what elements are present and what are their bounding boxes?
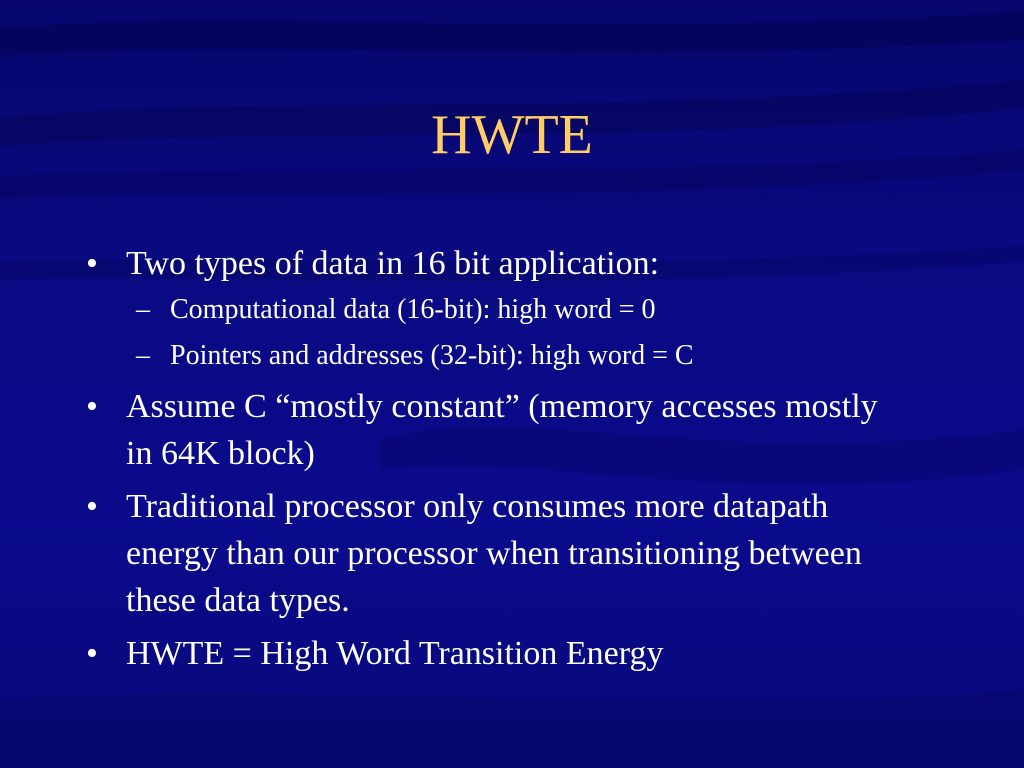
bullet-icon: • — [86, 635, 98, 672]
bullet-item — [84, 630, 904, 677]
sub-bullet-list — [84, 287, 904, 379]
bullet-icon: • — [86, 245, 98, 282]
sub-bullet-item — [84, 333, 904, 379]
sub-bullet-item — [84, 287, 904, 333]
sub-bullet-text: Computational data (16-bit): high word = 0 — [170, 294, 656, 325]
bullet-item — [84, 483, 904, 624]
bullet-item — [84, 383, 904, 477]
bullet-item — [84, 240, 904, 287]
sub-bullet-text: Pointers and addresses (32-bit): high word = C — [170, 340, 694, 371]
bullet-icon: • — [86, 388, 98, 425]
dash-icon: – — [136, 294, 150, 325]
slide-title: HWTE — [431, 104, 593, 166]
bullet-text: Two types of data in 16 bit application: — [126, 245, 660, 282]
bullet-text: Traditional processor only consumes more datapath energy than our processor when transitioning between these data types. — [126, 488, 862, 619]
bullet-icon: • — [86, 488, 98, 525]
bullet-list — [84, 240, 904, 683]
bullet-text: Assume C “mostly constant” (memory accesses mostly in 64K block) — [126, 388, 878, 472]
bullet-text: HWTE = High Word Transition Energy — [126, 635, 664, 672]
dash-icon: – — [136, 340, 150, 371]
